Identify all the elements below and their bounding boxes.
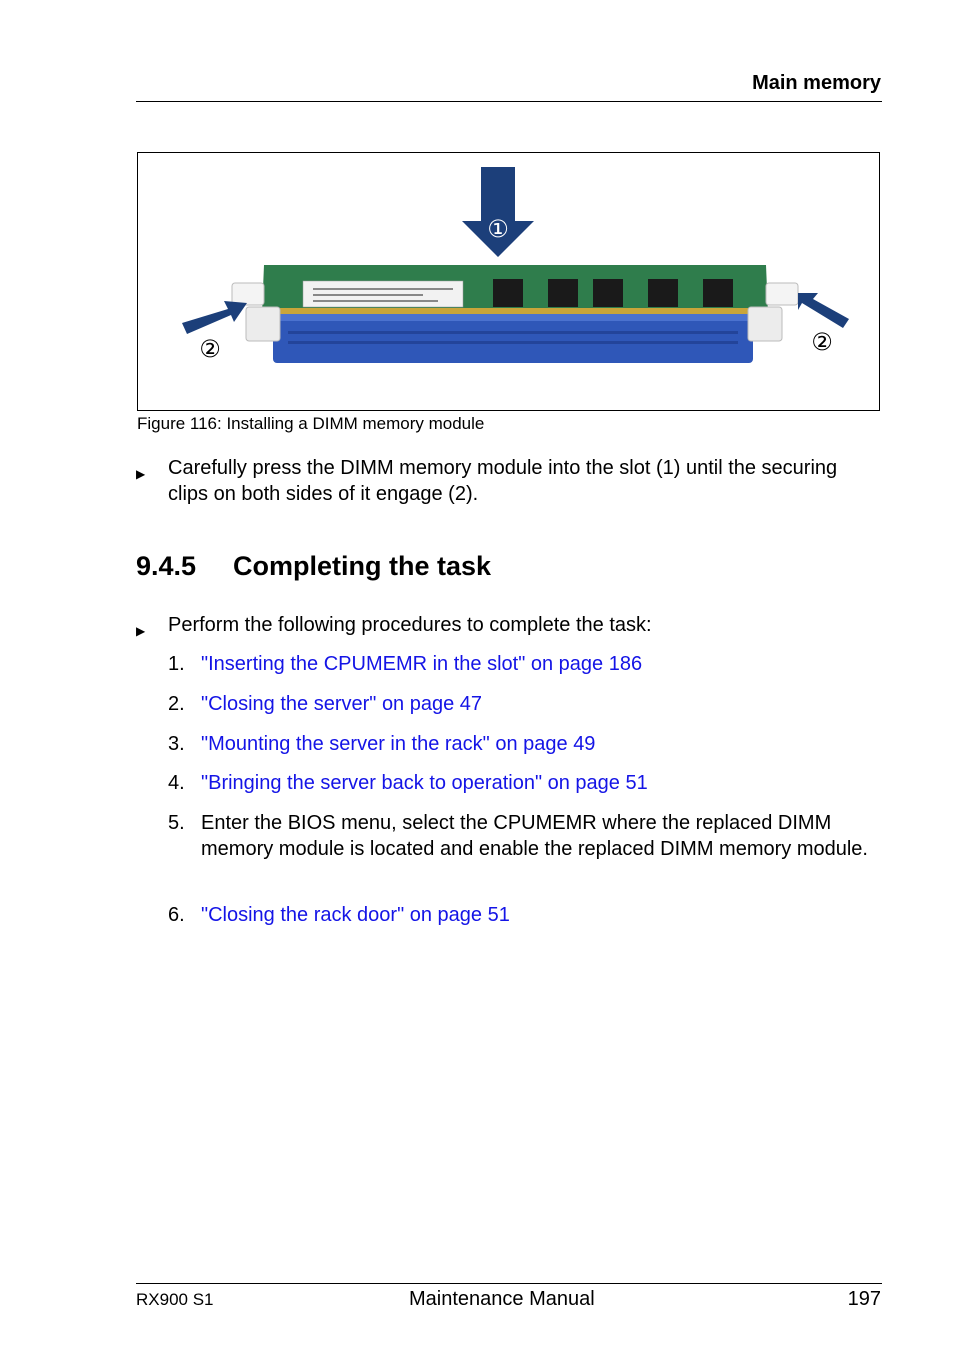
running-head: Main memory [752,72,881,94]
header-rule [136,101,882,102]
procedure-link[interactable]: "Inserting the CPUMEMR in the slot" on page 186 [201,653,643,675]
procedure-link[interactable]: "Mounting the server in the rack" on page 49 [201,733,596,755]
clip-left-arrow-icon [182,301,247,334]
procedure-number: 3. [168,733,185,755]
instruction-text: Carefully press the DIMM memory module into the slot (1) until the securing clips on both sides of it engage (2). [168,457,838,505]
procedure-number: 4. [168,772,185,794]
clip-left [232,283,264,305]
dimm-install-illustration [138,153,880,411]
procedure-number: 2. [168,693,185,715]
instruction-step [136,612,882,638]
procedure-link[interactable]: "Closing the server" on page 47 [201,693,483,715]
memory-chip [703,279,733,307]
procedure-number: 5. [168,812,185,834]
callout-2-left: ② [199,335,221,363]
triangle-right-icon: ▶ [136,624,146,638]
footer-title: Maintenance Manual [409,1288,595,1310]
instruction-text: Perform the following procedures to complete the task: [168,614,652,636]
footer-model: RX900 S1 [136,1290,214,1309]
triangle-right-icon: ▶ [136,467,146,481]
figure-frame [137,152,880,411]
procedure-link[interactable]: "Closing the rack door" on page 51 [201,904,510,926]
page-number: 197 [847,1288,881,1310]
clip-right-arrow-icon [798,293,849,328]
section-number: 9.4.5 [136,551,197,581]
press-arrow-icon [462,167,534,257]
procedure-number: 6. [168,904,185,926]
procedure-link[interactable]: "Bringing the server back to operation" on page 51 [201,772,648,794]
memory-chip [493,279,523,307]
callout-1: ① [487,215,509,243]
clip-right [766,283,798,305]
memory-chip [648,279,678,307]
footer-rule [136,1283,882,1284]
section-title: Completing the task [233,551,492,581]
instruction-step [136,455,882,507]
memory-chip [548,279,578,307]
memory-chip [593,279,623,307]
callout-2-right: ② [811,328,833,356]
procedure-text: Enter the BIOS menu, select the CPUMEMR where the replaced DIMM memory module is located and enable the replaced DIMM memory module. [201,812,868,860]
procedure-number: 1. [168,653,185,675]
figure-caption: Figure 116: Installing a DIMM memory module [137,414,485,433]
